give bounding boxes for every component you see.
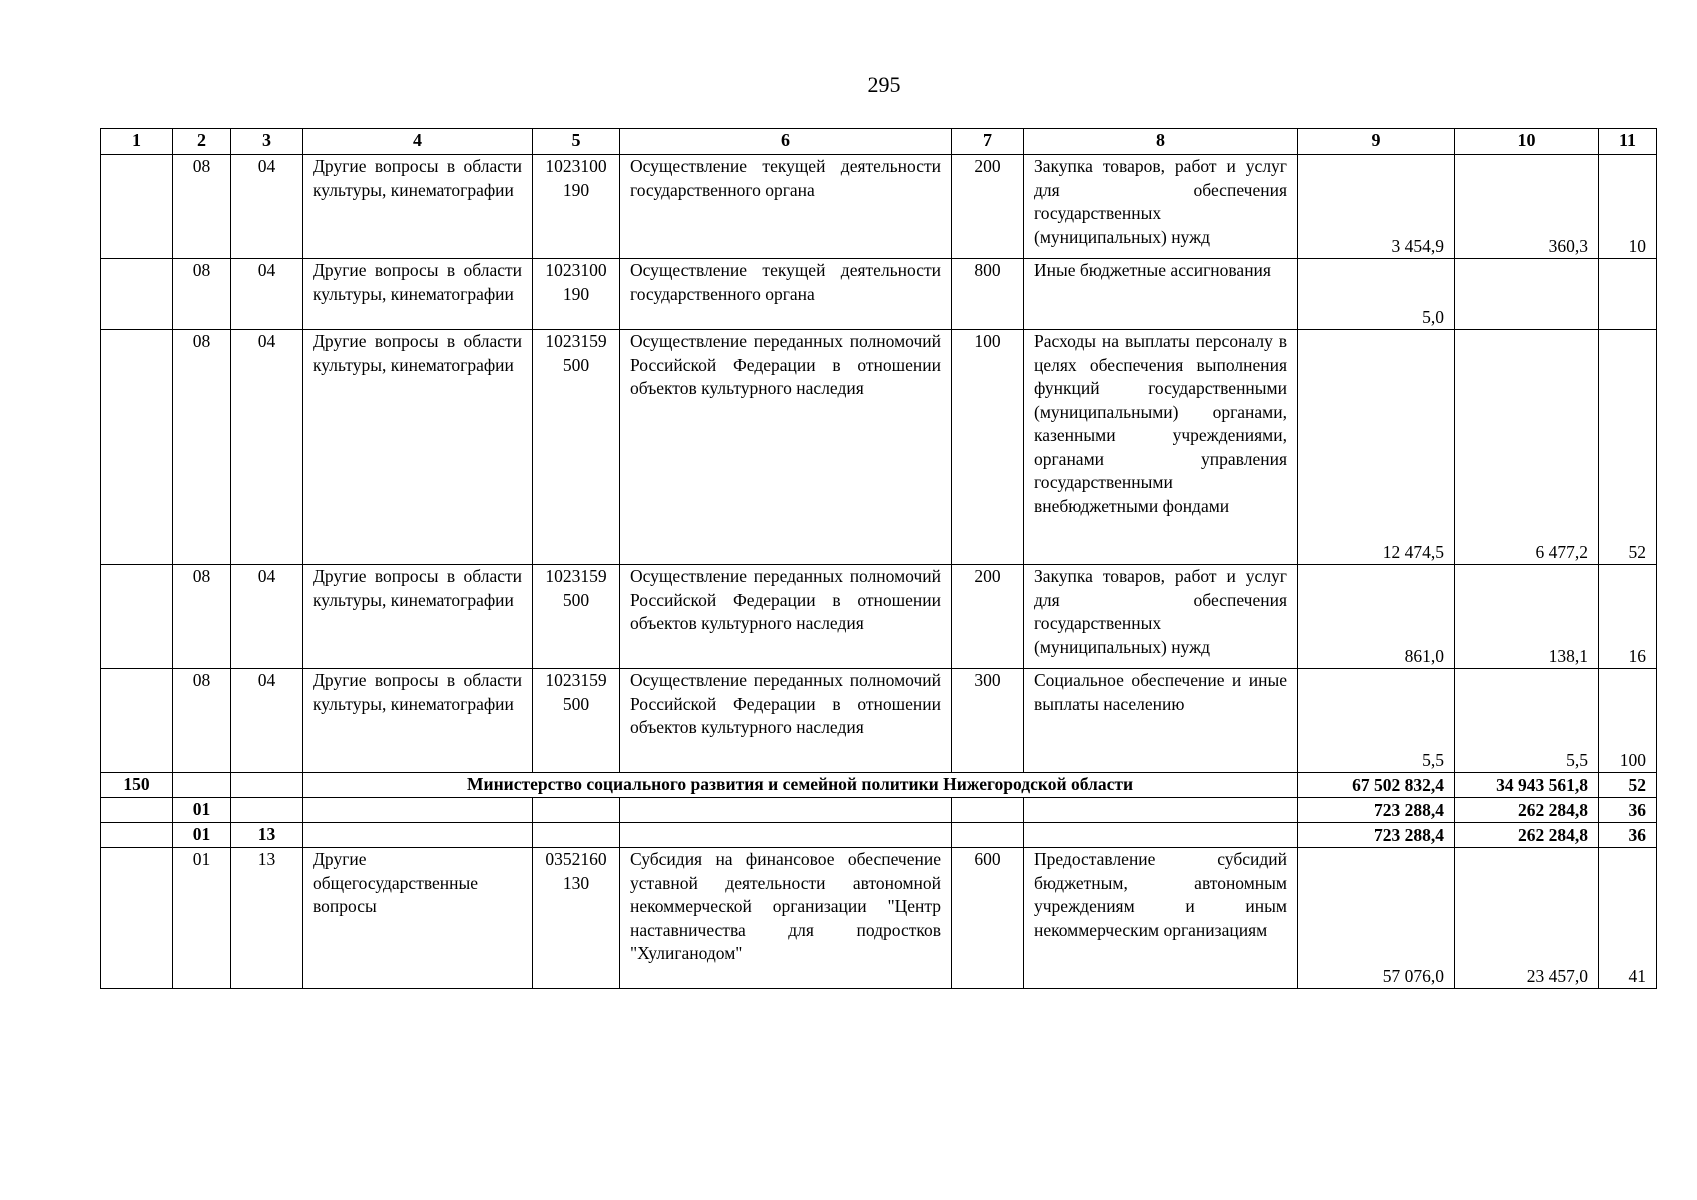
cell-section: 08 <box>173 565 231 669</box>
cell-plan: 723 288,4 <box>1298 798 1455 823</box>
cell-section: 08 <box>173 259 231 330</box>
header-cell: 6 <box>620 129 952 155</box>
cell-expense-type: 600 <box>952 848 1024 989</box>
cell-section: 08 <box>173 669 231 773</box>
cell-section: 08 <box>173 330 231 565</box>
cell-expense-type: 800 <box>952 259 1024 330</box>
table-row <box>101 565 1657 669</box>
cell-admin <box>101 669 173 773</box>
cell-section: 01 <box>173 823 231 848</box>
cell-subsection-name <box>303 798 533 823</box>
cell-target-code <box>533 823 620 848</box>
cell-expense-type <box>952 798 1024 823</box>
cell-actual <box>1455 259 1599 330</box>
cell-admin <box>101 259 173 330</box>
table-row <box>101 848 1657 989</box>
header-cell: 2 <box>173 129 231 155</box>
cell-admin: 150 <box>101 773 173 798</box>
cell-target-name: Осуществление переданных полномочий Российской Федерации в отношении объектов культурного наследия <box>620 669 952 773</box>
ministry-row <box>101 773 1657 798</box>
section-row <box>101 798 1657 823</box>
cell-subsection-name: Другие вопросы в области культуры, кинематографии <box>303 565 533 669</box>
cell-admin <box>101 798 173 823</box>
cell-subsection-name: Другие вопросы в области культуры, кинематографии <box>303 330 533 565</box>
cell-plan: 12 474,5 <box>1298 330 1455 565</box>
header-cell: 5 <box>533 129 620 155</box>
cell-actual: 360,3 <box>1455 155 1599 259</box>
header-cell: 11 <box>1599 129 1657 155</box>
cell-expense-type: 100 <box>952 330 1024 565</box>
cell-expense-name: Расходы на выплаты персоналу в целях обеспечения выполнения функций государственными (муниципальными) органами, казенными учреждениями, органами управления государственными внебюджетными фондами <box>1024 330 1298 565</box>
cell-plan: 861,0 <box>1298 565 1455 669</box>
cell-plan: 67 502 832,4 <box>1298 773 1455 798</box>
cell-target-code: 1023100190 <box>533 155 620 259</box>
cell-subsection: 04 <box>231 669 303 773</box>
header-cell: 9 <box>1298 129 1455 155</box>
cell-percent: 52 <box>1599 330 1657 565</box>
cell-actual: 262 284,8 <box>1455 798 1599 823</box>
cell-actual: 34 943 561,8 <box>1455 773 1599 798</box>
cell-actual: 5,5 <box>1455 669 1599 773</box>
cell-subsection-name: Другие вопросы в области культуры, кинематографии <box>303 155 533 259</box>
cell-admin <box>101 848 173 989</box>
cell-subsection: 13 <box>231 848 303 989</box>
cell-percent: 52 <box>1599 773 1657 798</box>
cell-expense-name: Иные бюджетные ассигнования <box>1024 259 1298 330</box>
table-row <box>101 330 1657 565</box>
cell-target-name: Осуществление текущей деятельности государственного органа <box>620 155 952 259</box>
cell-percent: 36 <box>1599 798 1657 823</box>
cell-plan: 5,0 <box>1298 259 1455 330</box>
cell-section: 08 <box>173 155 231 259</box>
cell-target-code <box>533 798 620 823</box>
cell-subsection <box>231 773 303 798</box>
cell-expense-name <box>1024 823 1298 848</box>
cell-target-name <box>620 798 952 823</box>
header-cell: 10 <box>1455 129 1599 155</box>
cell-plan: 57 076,0 <box>1298 848 1455 989</box>
cell-plan: 723 288,4 <box>1298 823 1455 848</box>
header-cell: 4 <box>303 129 533 155</box>
cell-plan: 5,5 <box>1298 669 1455 773</box>
cell-admin <box>101 330 173 565</box>
cell-admin <box>101 823 173 848</box>
cell-percent <box>1599 259 1657 330</box>
cell-subsection-name <box>303 823 533 848</box>
page-number: 295 <box>867 72 901 97</box>
cell-subsection: 04 <box>231 565 303 669</box>
cell-actual: 138,1 <box>1455 565 1599 669</box>
header-cell: 8 <box>1024 129 1298 155</box>
cell-percent: 100 <box>1599 669 1657 773</box>
cell-admin <box>101 155 173 259</box>
subsection-row <box>101 823 1657 848</box>
ministry-title: Министерство социального развития и семейной политики Нижегородской области <box>303 773 1298 798</box>
table-row <box>101 259 1657 330</box>
cell-subsection <box>231 798 303 823</box>
cell-subsection-name: Другие вопросы в области культуры, кинематографии <box>303 669 533 773</box>
cell-target-code: 1023100190 <box>533 259 620 330</box>
cell-subsection: 04 <box>231 259 303 330</box>
cell-section: 01 <box>173 798 231 823</box>
cell-expense-type: 300 <box>952 669 1024 773</box>
cell-expense-name: Закупка товаров, работ и услуг для обеспечения государственных (муниципальных) нужд <box>1024 565 1298 669</box>
header-row <box>101 129 1657 155</box>
header-cell: 3 <box>231 129 303 155</box>
cell-target-name: Осуществление текущей деятельности государственного органа <box>620 259 952 330</box>
cell-target-name <box>620 823 952 848</box>
cell-percent: 16 <box>1599 565 1657 669</box>
cell-expense-name: Закупка товаров, работ и услуг для обеспечения государственных (муниципальных) нужд <box>1024 155 1298 259</box>
cell-target-name: Субсидия на финансовое обеспечение уставной деятельности автономной некоммерческой организации "Центр наставничества для подростков "Хулиганодом" <box>620 848 952 989</box>
cell-actual: 6 477,2 <box>1455 330 1599 565</box>
cell-subsection: 04 <box>231 330 303 565</box>
cell-expense-type: 200 <box>952 565 1024 669</box>
cell-admin <box>101 565 173 669</box>
cell-target-code: 0352160130 <box>533 848 620 989</box>
cell-target-code: 1023159500 <box>533 330 620 565</box>
cell-expense-name: Предоставление субсидий бюджетным, автономным учреждениям и иным некоммерческим организациям <box>1024 848 1298 989</box>
cell-actual: 23 457,0 <box>1455 848 1599 989</box>
cell-subsection-name: Другие вопросы в области культуры, кинематографии <box>303 259 533 330</box>
cell-target-name: Осуществление переданных полномочий Российской Федерации в отношении объектов культурного наследия <box>620 565 952 669</box>
cell-expense-name: Социальное обеспечение и иные выплаты населению <box>1024 669 1298 773</box>
cell-target-name: Осуществление переданных полномочий Российской Федерации в отношении объектов культурного наследия <box>620 330 952 565</box>
cell-expense-type <box>952 823 1024 848</box>
table-row <box>101 155 1657 259</box>
cell-actual: 262 284,8 <box>1455 823 1599 848</box>
cell-section <box>173 773 231 798</box>
cell-target-code: 1023159500 <box>533 669 620 773</box>
cell-subsection-name: Другие общегосударственные вопросы <box>303 848 533 989</box>
header-cell: 1 <box>101 129 173 155</box>
cell-percent: 41 <box>1599 848 1657 989</box>
budget-table <box>100 128 1657 989</box>
cell-percent: 10 <box>1599 155 1657 259</box>
cell-expense-type: 200 <box>952 155 1024 259</box>
cell-plan: 3 454,9 <box>1298 155 1455 259</box>
cell-subsection: 13 <box>231 823 303 848</box>
table-row <box>101 669 1657 773</box>
cell-section: 01 <box>173 848 231 989</box>
cell-target-code: 1023159500 <box>533 565 620 669</box>
cell-subsection: 04 <box>231 155 303 259</box>
cell-percent: 36 <box>1599 823 1657 848</box>
header-cell: 7 <box>952 129 1024 155</box>
cell-expense-name <box>1024 798 1298 823</box>
